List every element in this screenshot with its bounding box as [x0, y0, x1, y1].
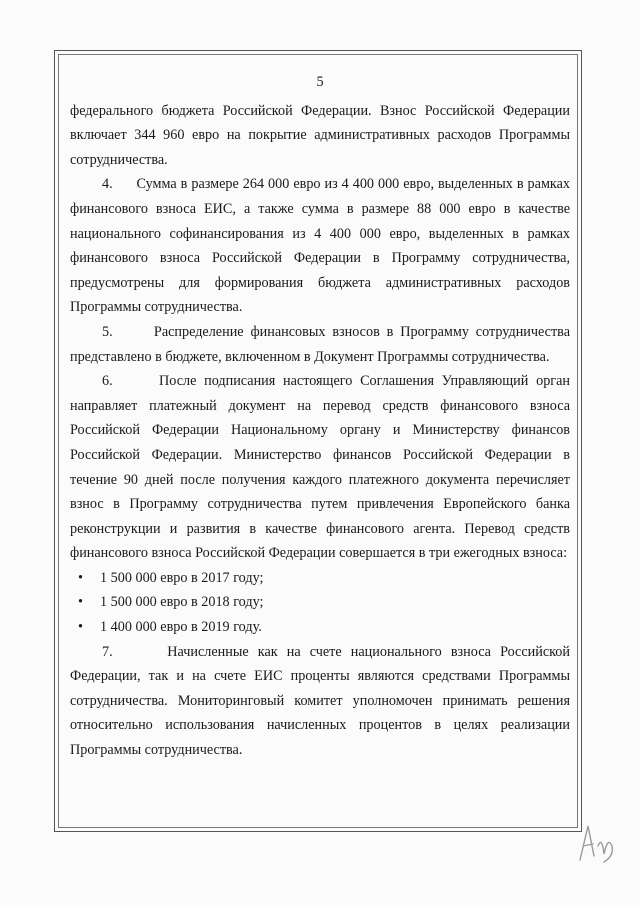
page-number: 5 [316, 74, 324, 90]
list-item-text: 1 400 000 евро в 2019 году. [100, 619, 262, 636]
list-item-text: 1 500 000 евро в 2018 году; [100, 594, 264, 611]
paragraph-5: 5. Распределение финансовых взносов в Программу сотрудничества представлено в бюджете, включенном в Документ Программы сотрудничества. [70, 323, 570, 365]
bullet-icon: • [78, 594, 83, 611]
bullet-icon: • [78, 619, 83, 636]
initials-signature [574, 816, 624, 866]
paragraph-6: 6. После подписания настоящего Соглашения Управляющий орган направляет платежный документ на перевод средств финансового взноса Российской Федерации Национальному органу и Министерству финансов Российской Федерации. Министерство финансов Российской Федерации в течение 90 дней после получения каждого платежного документа перечисляет взнос в Программу сотрудничества путем привлечения Европейского банка реконструкции и развития в качестве финансового агента. Перевод средств финансового взноса Российской Федерации совершается в три ежегодных взноса: [70, 373, 570, 562]
bullet-icon: • [78, 569, 83, 586]
document-body [70, 70, 570, 763]
paragraph-4: 4. Сумма в размере 264 000 евро из 4 400 000 евро, выделенных в рамках финансового взноса ЕИС, а также сумма в размере 88 000 евро в качестве национального софинансирования из 4 400 000 евро, выделенных в рамках финансового взноса Российской Федерации в Программу сотрудничества, предусмотрены для формирования бюджета административных расходов Программы сотрудничества. [70, 176, 570, 316]
list-item [70, 615, 570, 640]
paragraph-continuation: федерального бюджета Российской Федерации. Взнос Российской Федерации включает 344 960 евро на покрытие административных расходов Программы сотрудничества. [70, 102, 570, 168]
list-item [70, 590, 570, 615]
list-item [70, 566, 570, 591]
installment-list [70, 566, 570, 640]
list-item-text: 1 500 000 евро в 2017 году; [100, 569, 264, 586]
paragraph-7: 7. Начисленные как на счете национального взноса Российской Федерации, так и на счете ЕИС проценты являются средствами Программы сотрудничества. Мониторинговый комитет уполномочен принимать решения относительно использования начисленных процентов в целях реализации Программы сотрудничества. [70, 643, 570, 759]
